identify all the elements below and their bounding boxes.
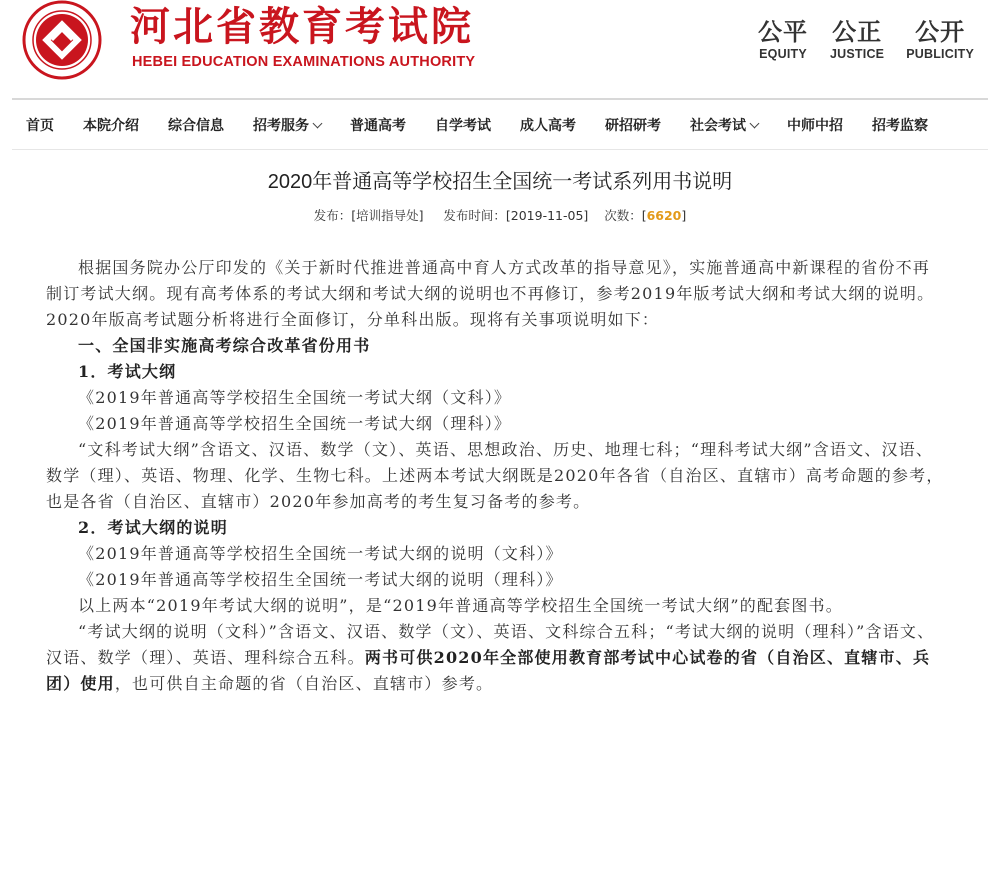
main-nav: [12, 98, 988, 150]
site-header: [0, 0, 1000, 96]
paragraph-intro: 根据国务院办公厅印发的《关于新时代推进普通高中育人方式改革的指导意见》，实施普通高中新课程的省份不再制订考试大纲。现有高考体系的考试大纲和考试大纲的说明也不再修订，参考2019年版考试大纲和考试大纲的说明。2020年版高考试题分析将进行全面修订，分单科出版。现将有关事项说明如下：: [46, 258, 935, 329]
section-heading: 一、全国非实施高考综合改革省份用书: [78, 336, 371, 355]
nav-item-label: 自学考试: [435, 117, 491, 134]
paragraph-body: “文科考试大纲”含语文、汉语、数学（文）、英语、思想政治、历史、地理七科；“理科考试大纲”含语文、汉语、数学（理）、英语、物理、化学、生物七科。上述两本考试大纲既是2020年各省（自治区、直辖市）高考命题的参考，也是各省（自治区、直辖市）2020年参加高考的考生复习备考的参考。: [46, 440, 944, 511]
chevron-down-icon: [750, 118, 760, 128]
nav-item-self-study[interactable]: [435, 115, 491, 135]
nav-item-label: 综合信息: [168, 117, 224, 134]
article-meta: [0, 206, 1000, 224]
motto-en: JUSTICE: [830, 47, 885, 61]
publisher-label: 发布：: [313, 208, 352, 223]
nav-item-label: 社会考试: [690, 117, 746, 134]
nav-item-secondary[interactable]: [787, 115, 843, 135]
nav-item-label: 普通高考: [350, 117, 406, 134]
nav-item-about[interactable]: [83, 115, 139, 135]
motto-en: EQUITY: [759, 47, 807, 61]
motto-group: [758, 18, 974, 62]
subsection-heading: 1．考试大纲: [78, 362, 177, 381]
site-title: 河北省教育考试院: [130, 3, 474, 50]
view-count-open: [: [641, 208, 647, 223]
site-subtitle: HEBEI EDUCATION EXAMINATIONS AUTHORITY: [132, 54, 476, 70]
publisher-value: [培训指导处]: [351, 208, 424, 223]
nav-item-label: 本院介绍: [83, 117, 139, 134]
paragraph-text: ，也可供自主命题的省（自治区、直辖市）参考。: [114, 674, 494, 693]
motto-cn: 公平: [758, 17, 809, 46]
publish-time-value: [2019-11-05]: [505, 208, 589, 223]
nav-item-home[interactable]: [26, 115, 54, 135]
nav-item-social-exam[interactable]: [690, 115, 758, 135]
nav-item-label: 研招研考: [605, 117, 661, 134]
motto-en: PUBLICITY: [906, 47, 974, 61]
article-body: [46, 255, 946, 697]
nav-item-gaokao[interactable]: [350, 115, 406, 135]
book-title: 《2019年普通高等学校招生全国统一考试大纲的说明（理科）》: [78, 570, 563, 589]
paragraph-text: “考试大纲的说明（文科）”含语文、汉语、数学（文）、英语、文科综合五科；“考试大纲的说明（理科）”含语文、汉语、数学（理）、英语、理科综合五科。: [46, 622, 935, 667]
book-title: 《2019年普通高等学校招生全国统一考试大纲的说明（文科）》: [78, 544, 563, 563]
nav-item-label: 中师中招: [787, 117, 843, 134]
motto-publicity: [906, 18, 974, 62]
logo-emblem-icon[interactable]: [22, 0, 102, 80]
book-title: 《2019年普通高等学校招生全国统一考试大纲（文科）》: [78, 388, 512, 407]
subsection-heading: 2．考试大纲的说明: [78, 518, 228, 537]
nav-item-label: 招考服务: [253, 117, 309, 134]
publish-time-label: 发布时间：: [443, 208, 506, 223]
nav-item-label: 成人高考: [520, 117, 576, 134]
paragraph-body: 以上两本“2019年考试大纲的说明”，是“2019年普通高等学校招生全国统一考试大纲”的配套图书。: [78, 596, 843, 615]
view-count-value: 6620: [646, 208, 682, 223]
nav-item-general-info[interactable]: [168, 115, 224, 135]
paragraph-bold-text: 两书可供2020年全部使用教育部考试中心试卷的省（自治区、直辖市、兵团）使用: [46, 648, 931, 693]
motto-justice: [830, 18, 884, 62]
motto-cn: 公开: [915, 17, 966, 46]
paragraph-body: [46, 619, 946, 697]
motto-equity: [758, 18, 808, 62]
article-title: 2020年普通高等学校招生全国统一考试系列用书说明: [267, 171, 733, 193]
nav-item-supervision[interactable]: [872, 115, 928, 135]
motto-cn: 公正: [832, 17, 883, 46]
chevron-down-icon: [313, 118, 323, 128]
nav-item-label: 招考监察: [872, 117, 928, 134]
book-title: 《2019年普通高等学校招生全国统一考试大纲（理科）》: [78, 414, 512, 433]
nav-item-label: 首页: [26, 117, 54, 134]
view-count-close: ]: [681, 208, 687, 223]
view-count-label: 次数：: [604, 208, 642, 223]
nav-item-adult-exam[interactable]: [520, 115, 576, 135]
nav-item-exam-services[interactable]: [253, 115, 321, 135]
nav-item-graduate[interactable]: [605, 115, 661, 135]
